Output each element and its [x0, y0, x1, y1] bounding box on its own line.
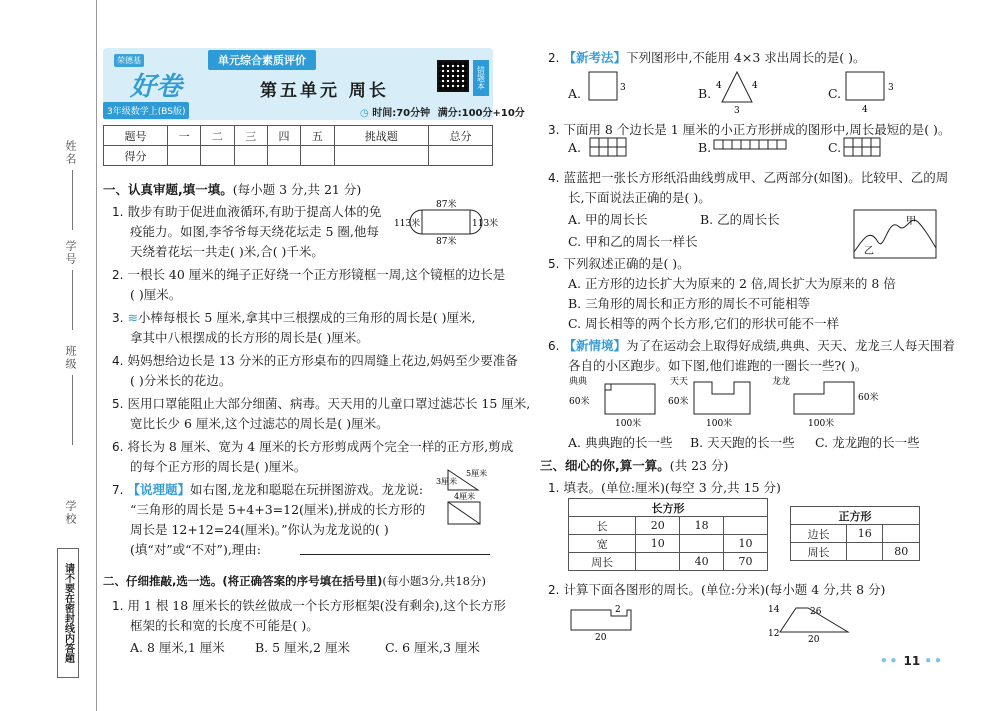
q11-label-yi: 乙	[864, 246, 874, 257]
q3-number: 3.	[112, 311, 124, 325]
q13-longlong-figure	[770, 374, 900, 430]
score-header: 总分	[429, 126, 493, 146]
section-1-points: (每小题 3 分,共 21 分)	[232, 182, 362, 197]
q12-option-a[interactable]: A. 正方形的边长扩大为原来的 2 倍,周长扩大为原来的 8 倍	[568, 276, 896, 291]
grade-badge: 3年级数学上(BS版)	[103, 102, 189, 119]
q15-fig2-b: 26	[810, 607, 822, 617]
q7-line3: 周长是 12+12=24(厘米)。”你认为龙龙说的( )	[130, 522, 389, 537]
name-label: 姓名	[64, 140, 77, 166]
q11-option-a[interactable]: A. 甲的周长长	[568, 212, 648, 227]
q3-text: 小棒每根长 5 厘米,拿其中三根摆成的三角形的周长是( )厘米,	[137, 310, 476, 325]
score-header: 五	[301, 126, 334, 146]
q14-number: 1.	[548, 481, 560, 495]
score-cell[interactable]	[201, 146, 234, 166]
series-logo: 好卷	[130, 72, 183, 102]
q4-text: 妈妈想给边长是 13 分米的正方形桌布的四周缝上花边,妈妈至少要准备	[127, 353, 518, 368]
q13-h-tiantian: 60米	[668, 397, 689, 407]
q10-option-a[interactable]: A.	[568, 140, 582, 155]
page-number	[880, 654, 944, 668]
q7-line4: (填“对”或“不对”),理由:	[130, 542, 262, 557]
q13-option-c[interactable]: C. 龙龙跑的长一些	[815, 435, 920, 450]
score-row-label: 得分	[104, 146, 168, 166]
q3-line2: 拿其中八根摆成的长方形的周长是( )厘米。	[130, 330, 369, 345]
q8-line1	[112, 596, 506, 614]
q3-line1	[112, 308, 476, 326]
q13-line2: 各自的小区跑步。如下图,他们谁跑的一圈长一些?( )。	[568, 358, 868, 373]
q9-option-c[interactable]: C.	[828, 86, 842, 101]
q9-option-b[interactable]: B.	[698, 86, 712, 101]
rect-row-label: 长	[569, 517, 636, 535]
q10-shape-a	[588, 136, 668, 160]
q13-w-tiantian: 100米	[706, 419, 733, 429]
q7-line2: “三角形的周长是 5+4+3=12(厘米),拼成的长方形的	[130, 502, 426, 517]
full-score: 满分:100分+10分	[437, 108, 525, 119]
q15-number: 2.	[548, 583, 560, 597]
eval-ribbon: 单元综合素质评价	[208, 50, 316, 70]
score-table	[103, 125, 493, 166]
q8-number: 1.	[112, 599, 124, 613]
score-header: 二	[201, 126, 234, 146]
q2-line2: ( )厘米。	[130, 287, 182, 302]
time-score	[360, 104, 525, 119]
q7-label-c: 4厘米	[454, 492, 476, 501]
score-cell[interactable]	[429, 146, 493, 166]
q2-number: 2.	[112, 268, 124, 282]
q13-text: 为了在运动会上取得好成绩,典典、天天、龙龙三人每天围着	[625, 338, 955, 353]
q10-text: 下面用 8 个边长是 1 厘米的小正方形拼成的图形中,周长最短的是( )。	[563, 122, 951, 137]
q7-answer-line[interactable]	[300, 554, 490, 555]
square-cell: 80	[883, 543, 920, 561]
score-header: 四	[267, 126, 300, 146]
time-limit: 时间:70分钟	[372, 108, 431, 119]
q14-text: 填表。(单位:厘米)(每空 3 分,共 15 分)	[563, 480, 781, 495]
rect-cell: 70	[724, 553, 768, 571]
publisher-name: 荣德基	[114, 54, 144, 67]
q13-w-diandian: 100米	[615, 419, 642, 429]
class-label: 班级	[64, 345, 77, 371]
q12-line1	[548, 254, 690, 272]
q11-label-jia: 甲	[906, 216, 916, 227]
q8-line2: 框架的长和宽的长度不可能是( )。	[130, 618, 319, 633]
q9-number: 2.	[548, 51, 560, 65]
class-line	[72, 375, 73, 445]
q15-fig1-top: 2	[615, 605, 621, 615]
square-answer-cell[interactable]	[883, 525, 920, 543]
q15-text: 计算下面各图形的周长。(单位:分米)(每小题 4 分,共 8 分)	[563, 582, 886, 597]
section-1-heading	[103, 180, 361, 198]
rect-row-label: 周长	[569, 553, 636, 571]
rect-cell: 10	[724, 535, 768, 553]
score-cell[interactable]	[301, 146, 334, 166]
score-header: 挑战题	[334, 126, 428, 146]
id-label: 学号	[64, 240, 77, 266]
q10-number: 3.	[548, 123, 560, 137]
q15-fig2-d: 20	[808, 635, 820, 644]
q12-text: 下列叙述正确的是( )。	[563, 256, 690, 271]
q8-text: 用 1 根 18 厘米长的铁丝做成一个长方形框架(没有剩余),这个长方形	[127, 598, 506, 613]
q9-c-base: 4	[862, 105, 868, 114]
q9-text: 下列图形中,不能用 4×3 求出周长的是( )。	[625, 50, 866, 65]
q13-name-tiantian: 天天	[670, 377, 689, 387]
q9-square-figure	[585, 68, 630, 108]
name-line	[72, 170, 73, 230]
q9-option-a[interactable]: A.	[568, 86, 582, 101]
clock-icon: ◷	[360, 108, 369, 119]
rect-cell: 20	[636, 517, 680, 535]
q9-line1	[548, 48, 865, 66]
rect-answer-cell[interactable]	[636, 553, 680, 571]
square-row-label: 边长	[791, 525, 847, 543]
section-2-points: (每小题3分,共18分)	[382, 574, 486, 588]
q2-text: 一根长 40 厘米的绳子正好绕一个正方形镜框一周,这个镜框的边长是	[127, 267, 506, 282]
q6-text: 将长为 8 厘米、宽为 4 厘米的长方形剪成两个完全一样的正方形,剪成	[127, 439, 514, 454]
q12-option-b[interactable]: B. 三角形的周长和正方形的周长不可能相等	[568, 296, 811, 311]
q13-h-longlong: 60米	[858, 393, 879, 403]
q11-paper-figure	[852, 208, 938, 260]
q1-bottom-label: 87米	[436, 237, 457, 246]
score-cell[interactable]	[167, 146, 200, 166]
q1-top-label: 87米	[436, 200, 457, 210]
section-2-title: 二、仔细推敲,选一选。(将正确答案的序号填在括号里)	[103, 574, 383, 588]
q10-option-c[interactable]: C.	[828, 140, 842, 155]
q1-line3: 天绕着花坛一共走( )米,合( )千米。	[130, 244, 324, 259]
rect-cell: 18	[680, 517, 724, 535]
q15-fig2-c: 12	[768, 629, 780, 639]
q13-number: 6.	[548, 339, 560, 353]
q7-tag: 【说理题】	[127, 482, 190, 497]
score-header: 一	[167, 126, 200, 146]
q7-number: 7.	[112, 483, 124, 497]
q1-flowerbed-figure	[392, 198, 500, 246]
q7-text: 如右图,龙龙和聪聪在玩拼图游戏。龙龙说:	[189, 482, 424, 497]
q13-option-b[interactable]: B. 天天跑的长一些	[690, 435, 795, 450]
q8-option-a[interactable]: A. 8 厘米,1 厘米	[130, 640, 225, 655]
q13-option-a[interactable]: A. 典典跑的长一些	[568, 435, 673, 450]
q7-label-a: 3厘米	[436, 477, 458, 486]
q11-number: 4.	[548, 171, 560, 185]
q14-line1	[548, 478, 781, 496]
q9-b-right: 4	[752, 81, 758, 91]
q6-line1	[112, 437, 513, 455]
dots-decoration: ••	[924, 654, 944, 668]
section-3-heading	[540, 456, 728, 474]
q1-left-label: 113米	[394, 219, 421, 229]
q13-tag: 【新情境】	[563, 338, 626, 353]
q7-label-b: 5厘米	[466, 469, 488, 478]
q15-figure-1	[565, 602, 655, 642]
q13-tiantian-figure	[668, 374, 778, 430]
page-title: 第五单元 周长	[260, 81, 389, 101]
dots-decoration: ••	[880, 654, 900, 668]
qr-tag: 错题本	[473, 60, 489, 96]
rect-answer-cell[interactable]	[680, 535, 724, 553]
q4-line1	[112, 351, 518, 369]
square-table	[790, 506, 920, 561]
school-label: 学校	[64, 500, 77, 526]
q2-line1	[112, 265, 505, 283]
section-3-points: (共 23 分)	[669, 458, 729, 473]
rectangle-table	[568, 498, 768, 571]
q10-shape-c	[842, 136, 922, 160]
q9-b-base: 3	[734, 106, 740, 114]
q9-b-left: 4	[716, 81, 722, 91]
q11-line1	[548, 168, 948, 186]
q1-number: 1.	[112, 205, 124, 219]
qr-code-icon	[437, 60, 469, 92]
q4-number: 4.	[112, 354, 124, 368]
rect-table-title: 长方形	[569, 499, 768, 517]
q1-text: 散步有助于促进血液循环,有助于提高人体的免	[127, 204, 382, 219]
score-header: 题号	[104, 126, 168, 146]
q5-text: 医用口罩能阻止大部分细菌、病毒。天天用的儿童口罩过滤芯长 15 厘米,	[127, 396, 531, 411]
seal-notice: 请不要在密封线内答题	[57, 548, 79, 678]
sticks-icon: ≋	[127, 310, 138, 325]
q15-line1	[548, 580, 885, 598]
q12-number: 5.	[548, 257, 560, 271]
rect-answer-cell[interactable]	[724, 517, 768, 535]
q7-line1	[112, 480, 423, 498]
q13-line1	[548, 336, 955, 354]
q15-figure-2	[764, 600, 864, 644]
rect-cell: 10	[636, 535, 680, 553]
q12-option-c[interactable]: C. 周长相等的两个长方形,它们的形状可能不一样	[568, 316, 840, 331]
q1-line1	[112, 202, 381, 220]
q15-fig2-a: 14	[768, 605, 780, 615]
q8-option-b[interactable]: B. 5 厘米,2 厘米	[255, 640, 350, 655]
score-cell[interactable]	[234, 146, 267, 166]
q1-line2: 疫能力。如图,李爷爷每天绕花坛走 5 圈,他每	[130, 224, 379, 239]
section-2-heading	[103, 573, 486, 589]
binding-rule	[96, 0, 97, 711]
q13-name-diandian: 典典	[569, 377, 588, 387]
score-cell[interactable]	[334, 146, 428, 166]
q7-puzzle-figure	[434, 464, 494, 542]
q5-line1	[112, 394, 530, 412]
rect-row-label: 宽	[569, 535, 636, 553]
square-row-label: 周长	[791, 543, 847, 561]
q11-option-c[interactable]: C. 甲和乙的周长一样长	[568, 234, 698, 249]
q6-number: 6.	[112, 440, 124, 454]
q11-option-b[interactable]: B. 乙的周长长	[700, 212, 780, 227]
id-line	[72, 270, 73, 330]
section-1-title: 一、认真审题,填一填。	[103, 182, 233, 197]
q10-shape-b	[712, 136, 792, 160]
score-cell[interactable]	[267, 146, 300, 166]
page-number-value: 11	[903, 654, 921, 668]
square-answer-cell[interactable]	[846, 543, 883, 561]
q13-h-diandian: 60米	[569, 397, 590, 407]
q9-c-side: 3	[888, 83, 894, 93]
q9-rectangle-figure	[842, 66, 902, 114]
q9-triangle-figure	[712, 66, 762, 114]
q9-a-side: 3	[620, 83, 626, 93]
q5-number: 5.	[112, 397, 124, 411]
q15-fig1-bottom: 20	[595, 633, 607, 642]
q11-line2: 长,下面说法正确的是( )。	[568, 190, 711, 205]
section-3-title: 三、细心的你,算一算。	[540, 458, 670, 473]
q8-option-c[interactable]: C. 6 厘米,3 厘米	[385, 640, 480, 655]
q13-diandian-figure	[565, 374, 675, 430]
score-header: 三	[234, 126, 267, 146]
square-cell: 16	[846, 525, 883, 543]
q4-line2: ( )分米长的花边。	[130, 373, 232, 388]
q1-right-label: 113米	[472, 219, 499, 229]
q5-line2: 宽比长少 6 厘米,这个过滤芯的周长是( )厘米。	[130, 416, 389, 431]
rect-cell: 40	[680, 553, 724, 571]
q13-w-longlong: 100米	[808, 419, 835, 429]
q6-line2: 的每个正方形的周长是( )厘米。	[130, 459, 307, 474]
q9-tag: 【新考法】	[563, 50, 626, 65]
q11-text: 蓝蓝把一张长方形纸沿曲线剪成甲、乙两部分(如图)。比较甲、乙的周	[563, 170, 949, 185]
q10-option-b[interactable]: B.	[698, 140, 712, 155]
square-table-title: 正方形	[791, 507, 920, 525]
q13-name-longlong: 龙龙	[772, 377, 791, 387]
